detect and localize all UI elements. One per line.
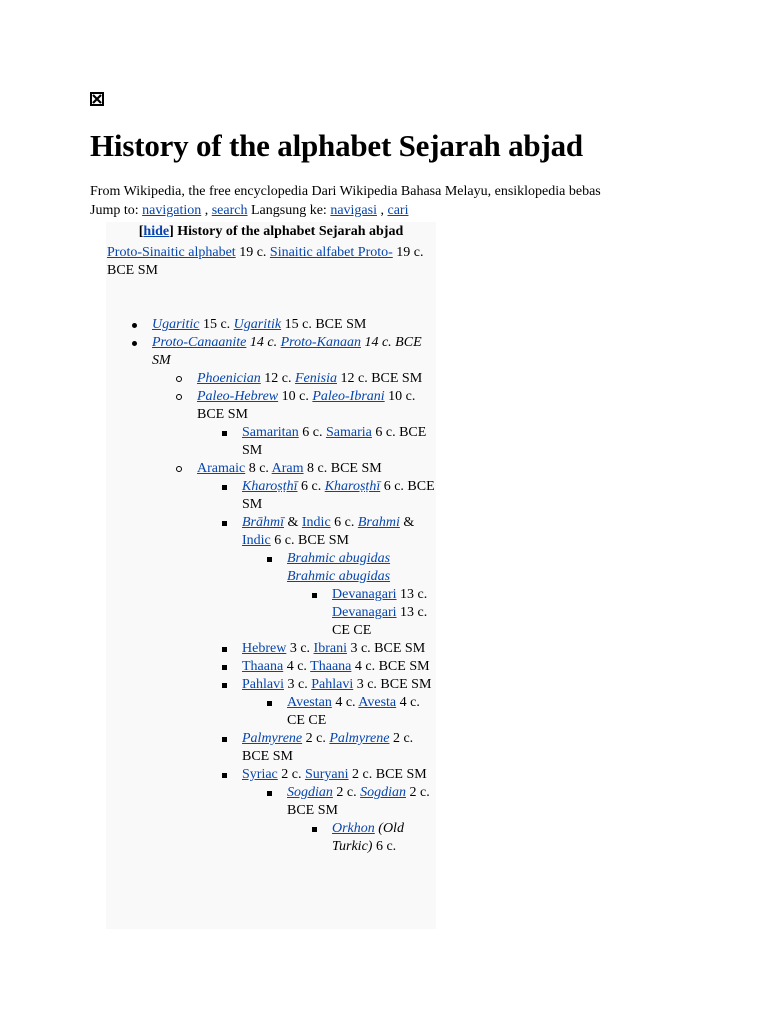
devanagari-ms-link[interactable]: Devanagari (332, 605, 397, 620)
jump-links: Jump to: navigation , search Langsung ke: navigasi , cari (90, 203, 409, 218)
list-item: Proto-Canaanite 14 c. Proto-Kanaan 14 c. BCE SM Phoenician 12 c. Fenisia 12 c. BCE SM Paleo-Hebrew 10 c. Paleo-Ibrani 10 c. BCE SM Samaritan 6 c. Samaria 6 c. BCE SM Aramaic 8 c. Aram 8 c. BCE SM Kharoṣṭhī 6 c. Kharoṣṭhī 6 c. BCE SM Brāhmī & Indic 6 c. Brahmi & Indic 6 c. BCE SM Brahmic abugidas Brahmic abugidas Devanagari 13 c. Devanagari 13 c. CE CE Hebrew 3 c. Ibrani 3 c. BCE SM Thaana 4 c. Thaana 4 c. BCE SM Pahlavi 3 c. Pahlavi 3 c. BCE SM Avestan 4 c. Avesta 4 c. CE CE Palmyrene 2 c. Palmyrene 2 c. BCE SM Syriac 2 c. Suryani 2 c. BCE SM Sogdian 2 c. Sogdian 2 c. BCE SM Orkhon (Old Turkic) 6 c. (152, 335, 435, 854)
palmyrene-link[interactable]: Palmyrene (242, 731, 303, 746)
navigation-link[interactable]: navigation (142, 203, 202, 218)
aram-link[interactable]: Aram (271, 461, 304, 476)
samaritan-link[interactable]: Samaritan (242, 425, 299, 440)
orkhon-link[interactable]: Orkhon (332, 821, 375, 836)
sogdian-link[interactable]: Sogdian (287, 785, 333, 800)
alphabet-history-box (106, 222, 436, 929)
brahmi-link[interactable]: Brāhmī (242, 515, 284, 530)
list-item: Hebrew 3 c. Ibrani 3 c. BCE SM (242, 640, 436, 658)
list-item: Phoenician 12 c. Fenisia 12 c. BCE SM (197, 370, 436, 388)
list-item: Pahlavi 3 c. Pahlavi 3 c. BCE SM Avestan 4 c. Avesta 4 c. CE CE (242, 676, 436, 730)
aramaic-link[interactable]: Aramaic (197, 461, 246, 476)
pahlavi-ms-link[interactable]: Pahlavi (311, 677, 354, 692)
sinaitic-proto-link[interactable]: Sinaitic alfabet Proto- (269, 245, 393, 260)
hebrew-link[interactable]: Hebrew (242, 641, 287, 656)
hide-toggle-link[interactable]: hide (143, 224, 170, 239)
list-item: Aramaic 8 c. Aram 8 c. BCE SM Kharoṣṭhī 6 c. Kharoṣṭhī 6 c. BCE SM Brāhmī & Indic 6 c. Brahmi & Indic 6 c. BCE SM Brahmic abugidas Brahmic abugidas Devanagari 13 c. Devanagari 13 c. CE CE Hebrew 3 c. Ibrani 3 c. BCE SM Thaana 4 c. Thaana 4 c. BCE SM Pahlavi 3 c. Pahlavi 3 c. BCE SM Avestan 4 c. Avesta 4 c. CE CE Palmyrene 2 c. Palmyrene 2 c. BCE SM Syriac 2 c. Suryani 2 c. BCE SM Sogdian 2 c. Sogdian 2 c. BCE SM Orkhon (Old Turkic) 6 c. (197, 461, 435, 854)
thaana-ms-link[interactable]: Thaana (310, 659, 352, 674)
navigasi-link[interactable]: navigasi (330, 203, 377, 218)
avestan-link[interactable]: Avestan (287, 695, 332, 710)
devanagari-link[interactable]: Devanagari (332, 587, 397, 602)
list-item: Ugaritic 15 c. Ugaritik 15 c. BCE SM (152, 316, 436, 334)
list-item: Sogdian 2 c. Sogdian 2 c. BCE SM Orkhon (Old Turkic) 6 c. (287, 784, 436, 856)
proto-sinaitic-link[interactable]: Proto-Sinaitic alphabet (107, 245, 236, 260)
paleo-hebrew-link[interactable]: Paleo-Hebrew (197, 389, 279, 404)
list-item: Brāhmī & Indic 6 c. Brahmi & Indic 6 c. BCE SM Brahmic abugidas Brahmic abugidas Devanagari 13 c. Devanagari 13 c. CE CE (242, 514, 436, 640)
proto-canaanite-link[interactable]: Proto-Canaanite (152, 335, 247, 350)
list-item: Thaana 4 c. Thaana 4 c. BCE SM (242, 658, 436, 676)
suryani-link[interactable]: Suryani (304, 767, 349, 782)
brahmi-ms-link[interactable]: Brahmi (357, 515, 400, 530)
list-item: Palmyrene 2 c. Palmyrene 2 c. BCE SM (242, 730, 436, 766)
ugaritic-link[interactable]: Ugaritic (152, 317, 200, 332)
page-title: History of the alphabet Sejarah abjad (90, 128, 583, 163)
indic-ms-link[interactable]: Indic (242, 533, 271, 548)
sogdian-ms-link[interactable]: Sogdian (360, 785, 406, 800)
list-item (287, 550, 436, 640)
list-item: Syriac 2 c. Suryani 2 c. BCE SM Sogdian 2 c. Sogdian 2 c. BCE SM Orkhon (Old Turkic) 6 c. (242, 766, 436, 856)
paleo-ibrani-link[interactable]: Paleo-Ibrani (312, 389, 385, 404)
proto-kanaan-link[interactable]: Proto-Kanaan (280, 335, 361, 350)
list-item: Orkhon (Old Turkic) 6 c. (332, 820, 436, 856)
list-item: Avestan 4 c. Avesta 4 c. CE CE (287, 694, 436, 730)
brahmic-abugidas-link[interactable]: Brahmic abugidas (287, 551, 391, 566)
avesta-link[interactable]: Avesta (358, 695, 397, 710)
list-item: Samaritan 6 c. Samaria 6 c. BCE SM (242, 424, 436, 460)
list-item: Kharoṣṭhī 6 c. Kharoṣṭhī 6 c. BCE SM (242, 479, 435, 512)
cari-link[interactable]: cari (387, 203, 409, 218)
intro-entry: Proto-Sinaitic alphabet 19 c. Sinaitic alfabet Proto- 19 c. BCE SM (107, 245, 424, 278)
list-item: Devanagari 13 c. Devanagari 13 c. CE CE (332, 586, 436, 640)
kharosthi-link[interactable]: Kharoṣṭhī (242, 479, 298, 494)
box-title: [hide] History of the alphabet Sejarah abjad (138, 224, 404, 239)
broken-image-icon (90, 92, 104, 106)
ugaritik-link[interactable]: Ugaritik (233, 317, 282, 332)
script-tree (106, 316, 436, 856)
list-item: Paleo-Hebrew 10 c. Paleo-Ibrani 10 c. BCE SM Samaritan 6 c. Samaria 6 c. BCE SM (197, 388, 436, 460)
ibrani-link[interactable]: Ibrani (313, 641, 347, 656)
syriac-link[interactable]: Syriac (242, 767, 278, 782)
search-link[interactable]: search (211, 203, 248, 218)
kharosthi-ms-link[interactable]: Kharoṣṭhī (324, 479, 381, 494)
palmyrene-ms-link[interactable]: Palmyrene (329, 731, 390, 746)
thaana-link[interactable]: Thaana (242, 659, 284, 674)
samaria-link[interactable]: Samaria (325, 425, 372, 440)
fenisia-link[interactable]: Fenisia (294, 371, 337, 386)
brahmic-abugidas-ms-link[interactable]: Brahmic abugidas (287, 569, 391, 584)
indic-link[interactable]: Indic (301, 515, 331, 530)
site-subtitle: From Wikipedia, the free encyclopedia Dari Wikipedia Bahasa Melayu, ensiklopedia bebas (90, 184, 601, 199)
phoenician-link[interactable]: Phoenician (197, 371, 261, 386)
pahlavi-link[interactable]: Pahlavi (242, 677, 284, 692)
